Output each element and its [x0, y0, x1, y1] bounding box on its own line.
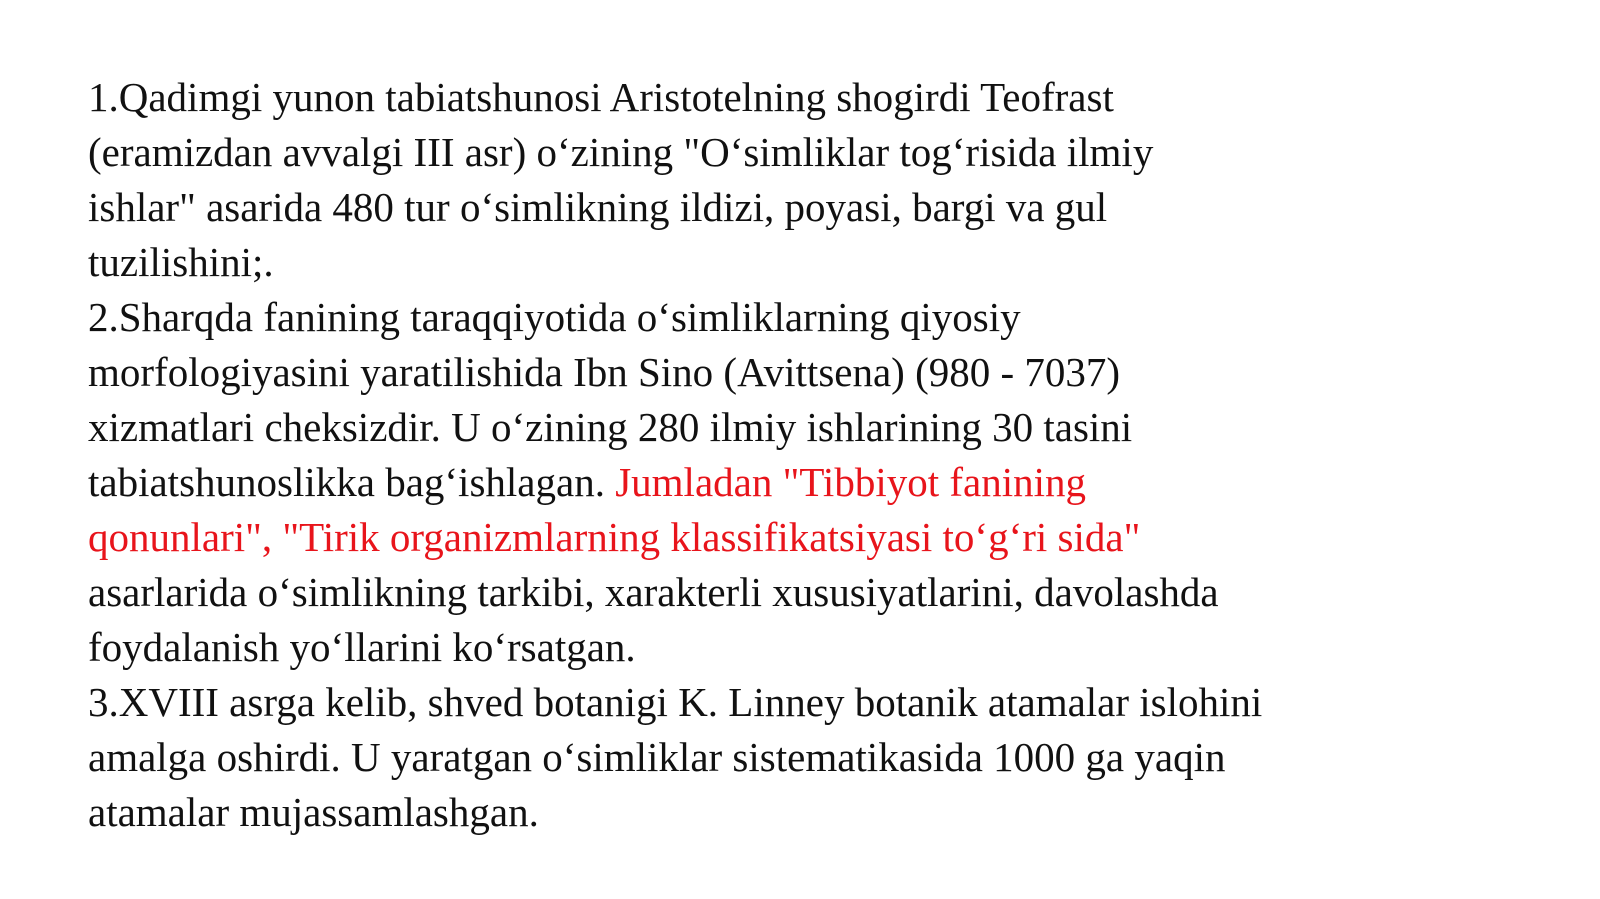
line-text: tuzilishini;.	[88, 239, 274, 285]
text-line	[88, 235, 1488, 290]
text-line	[88, 620, 1488, 675]
text-line	[88, 785, 1488, 840]
line-text: 2.Sharqda fanining taraqqiyotida o‘simliklarning qiyosiy	[88, 294, 1021, 340]
text-line	[88, 70, 1488, 125]
text-line	[88, 345, 1488, 400]
line-text: ishlar" asarida 480 tur o‘simlikning ildizi, poyasi, bargi va gul	[88, 184, 1108, 230]
text-line	[88, 125, 1488, 180]
text-line	[88, 180, 1488, 235]
line-text: foydalanish yo‘llarini ko‘rsatgan.	[88, 624, 636, 670]
line-text: amalga oshirdi. U yaratgan o‘simliklar sistematikasida 1000 ga yaqin	[88, 734, 1226, 780]
highlighted-text: qonunlari", "Tirik organizmlarning klassifikatsiyasi to‘g‘ri sida"	[88, 514, 1141, 560]
text-line	[88, 565, 1488, 620]
highlighted-text: Jumladan "Tibbiyot fanining	[615, 459, 1086, 505]
line-text: 1.Qadimgi yunon tabiatshunosi Aristotelning shogirdi Teofrast	[88, 74, 1114, 120]
text-line	[88, 455, 1488, 510]
text-line	[88, 730, 1488, 785]
line-text: (eramizdan avvalgi III asr) o‘zining "O‘simliklar tog‘risida ilmiy	[88, 129, 1154, 175]
text-line	[88, 675, 1488, 730]
line-text: tabiatshunoslikka bag‘ishlagan.	[88, 459, 616, 505]
text-line	[88, 510, 1488, 565]
line-text: atamalar mujassamlashgan.	[88, 789, 539, 835]
line-text: xizmatlari cheksizdir. U o‘zining 280 ilmiy ishlarining 30 tasini	[88, 404, 1133, 450]
text-line	[88, 290, 1488, 345]
line-text: 3.XVIII asrga kelib, shved botanigi K. Linney botanik atamalar islohini	[88, 679, 1263, 725]
body-text	[88, 70, 1488, 840]
line-text: asarlarida o‘simlikning tarkibi, xarakterli xususiyatlarini, davolashda	[88, 569, 1219, 615]
text-line	[88, 400, 1488, 455]
line-text: morfologiyasini yaratilishida Ibn Sino (Avittsena) (980 - 7037)	[88, 349, 1121, 395]
